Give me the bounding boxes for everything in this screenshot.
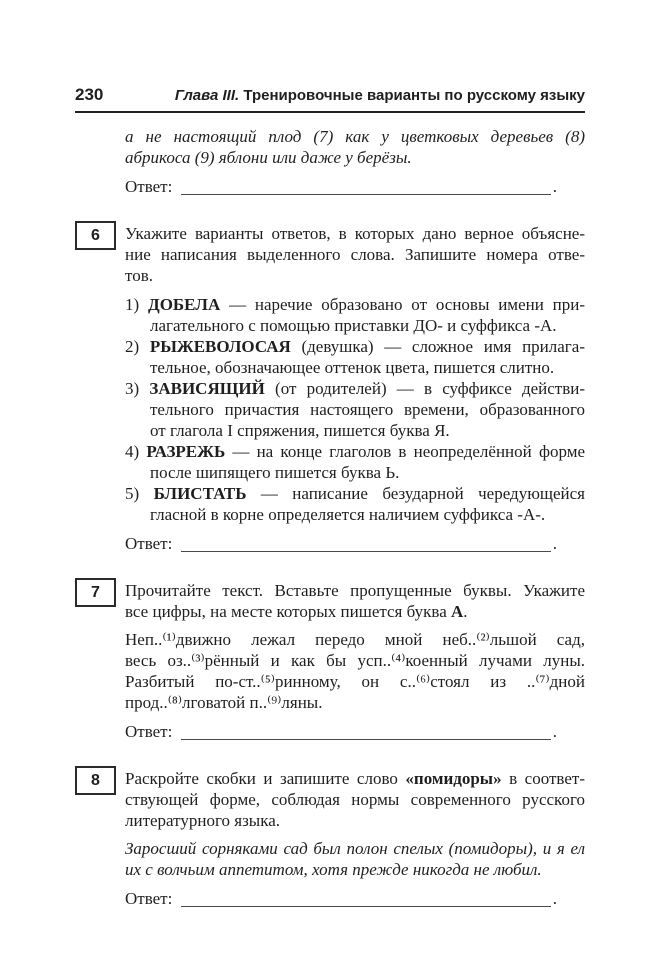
text-line: тельное, обозначающее оттенок цвета, пишется слитно. bbox=[150, 358, 555, 377]
question-number-box bbox=[75, 221, 116, 250]
answer-blank bbox=[181, 534, 550, 552]
question-8-passage bbox=[125, 838, 585, 880]
answer-row-intro bbox=[125, 176, 585, 197]
text-line: весь оз..⁽³⁾рённый и как бы усп..⁽⁴⁾коенный лучами луны. bbox=[125, 651, 585, 670]
question-number: 7 bbox=[91, 584, 100, 601]
text-line: лагательного с помощью приставки ДО- и суффикса -А. bbox=[150, 316, 557, 335]
text-line: Неп..⁽¹⁾движно лежал передо мной неб..⁽²⁾льшой сад, bbox=[125, 630, 585, 649]
answer-row-q7 bbox=[125, 721, 585, 742]
text-line: а не настоящий плод (7) как у цветковых деревьев (8) bbox=[125, 127, 585, 146]
chapter-heading bbox=[175, 85, 585, 106]
question-7-prompt bbox=[125, 580, 585, 622]
question-number: 8 bbox=[91, 772, 100, 789]
question-7-passage bbox=[125, 629, 585, 713]
text-line: от глагола I спряжения, пишется буква Я. bbox=[150, 421, 450, 440]
text-line: тельного причастия настоящего времени, образованного bbox=[150, 400, 585, 419]
answer-blank bbox=[181, 177, 550, 195]
answer-row-q8 bbox=[125, 888, 585, 909]
answer-period: . bbox=[552, 889, 557, 908]
question-number: 6 bbox=[91, 227, 100, 244]
page-content bbox=[91, 126, 586, 909]
option-1 bbox=[125, 294, 585, 336]
answer-label: Ответ: bbox=[125, 177, 173, 196]
text-line: литературного языка. bbox=[125, 811, 281, 830]
option-3 bbox=[125, 378, 585, 441]
option-5 bbox=[125, 483, 585, 525]
text-line: ние написания выделенного слова. Запишите номера отве- bbox=[125, 245, 585, 264]
text-line: Заросший сорняками сад был полон спелых (помидоры), и я ел bbox=[125, 839, 585, 858]
chapter-label: Глава III. bbox=[174, 87, 240, 104]
answer-label: Ответ: bbox=[125, 889, 173, 908]
page-header bbox=[75, 84, 585, 113]
answer-row-q6 bbox=[125, 533, 585, 554]
text-line: 4) РАЗРЕЖЬ — на конце глаголов в неопределённой форме bbox=[125, 442, 586, 461]
text-line: Разбитый по-ст..⁽⁵⁾ринному, он с..⁽⁶⁾стоял из ..⁽⁷⁾дной bbox=[125, 672, 585, 691]
option-2 bbox=[125, 336, 585, 378]
option-4 bbox=[125, 441, 585, 483]
text-line: 3) ЗАВИСЯЩИЙ (от родителей) — в суффиксе действи- bbox=[125, 379, 585, 398]
text-line: Укажите варианты ответов, в которых дано верное объясне- bbox=[125, 224, 585, 243]
page-number: 230 bbox=[75, 85, 104, 104]
text-line: ствующей форме, соблюдая нормы современного русского bbox=[125, 790, 585, 809]
answer-period: . bbox=[552, 534, 557, 553]
answer-label: Ответ: bbox=[125, 534, 173, 553]
text-line: 2) РЫЖЕВОЛОСАЯ (девушка) — сложное имя прилага- bbox=[125, 337, 585, 356]
question-number-box bbox=[75, 766, 116, 795]
text-line: Прочитайте текст. Вставьте пропущенные буквы. Укажите bbox=[125, 581, 585, 600]
text-line: после шипящего пишется буква Ь. bbox=[150, 463, 400, 482]
answer-blank bbox=[181, 722, 550, 740]
intro-passage bbox=[125, 126, 585, 168]
answer-period: . bbox=[552, 177, 557, 196]
question-6-options bbox=[125, 294, 585, 525]
text-line: прод..⁽⁸⁾лговатой п..⁽⁹⁾ляны. bbox=[125, 693, 323, 712]
text-line: тов. bbox=[125, 266, 153, 285]
text-line: абрикоса (9) яблони или даже у берёзы. bbox=[125, 148, 412, 167]
question-8 bbox=[91, 768, 585, 909]
answer-period: . bbox=[552, 722, 557, 741]
text-line: все цифры, на месте которых пишется буква А. bbox=[125, 602, 468, 621]
question-6 bbox=[91, 223, 586, 554]
text-line: 1) ДОБЕЛА — наречие образовано от основы имени при- bbox=[125, 295, 586, 314]
question-number-box bbox=[75, 578, 116, 607]
question-7 bbox=[91, 580, 585, 742]
question-6-prompt bbox=[125, 223, 585, 286]
answer-label: Ответ: bbox=[125, 722, 173, 741]
question-8-prompt bbox=[125, 768, 585, 831]
text-line: их с волчьим аппетитом, хотя прежде никогда не любил. bbox=[125, 860, 542, 879]
answer-blank bbox=[181, 889, 550, 907]
intro-passage-block bbox=[125, 126, 585, 197]
text-line: Раскройте скобки и запишите слово «помидоры» в соответ- bbox=[125, 769, 585, 788]
chapter-title: Тренировочные варианты по русскому языку bbox=[239, 87, 585, 104]
text-line: 5) БЛИСТАТЬ — написание безударной чередующейся bbox=[125, 484, 585, 503]
text-line: гласной в корне определяется наличием суффикса -А-. bbox=[150, 505, 546, 524]
